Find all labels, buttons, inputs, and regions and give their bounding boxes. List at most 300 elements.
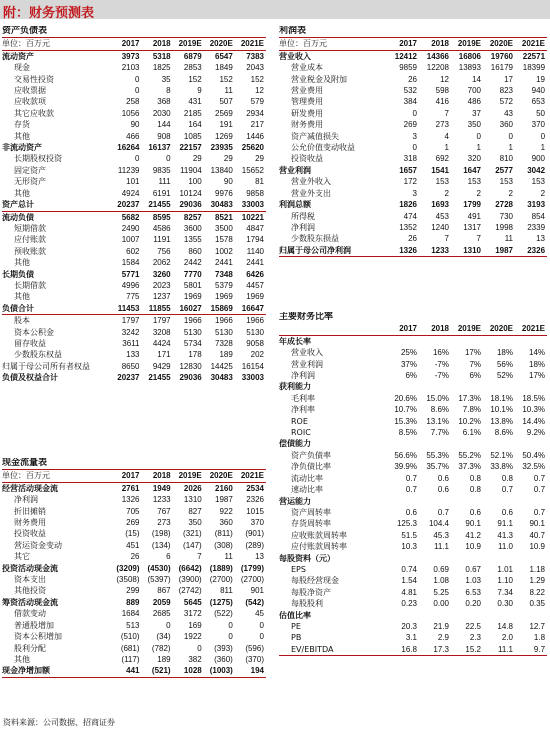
row-label: 资产总计 <box>2 199 110 211</box>
row-value: 90.1 <box>529 519 546 529</box>
year-header: 2018 <box>142 38 173 50</box>
table-row <box>2 372 266 383</box>
row-value: 1969 <box>215 292 233 302</box>
row-value: 20237 <box>110 199 141 211</box>
row-value: 1647 <box>463 165 481 175</box>
table-row <box>279 188 547 199</box>
row-value: 152 <box>219 74 233 84</box>
row-value: 1015 <box>246 506 264 516</box>
table-row <box>279 621 547 632</box>
year-header: 2019E <box>451 38 483 50</box>
table-row <box>279 564 547 575</box>
row-value: 19760 <box>490 51 513 61</box>
row-value: (901) <box>245 529 264 539</box>
table-row <box>2 574 266 585</box>
table-title: 资产负债表 <box>2 26 48 36</box>
table-row <box>2 74 266 85</box>
row-value: 2059 <box>152 597 171 607</box>
row-value: 0 <box>135 154 140 164</box>
row-value: 25% <box>400 348 417 358</box>
table-row <box>279 416 547 427</box>
row-label: ROIC <box>291 428 311 438</box>
row-value: 0.69 <box>433 564 449 574</box>
row-value: 0.6 <box>437 485 449 495</box>
row-value: 15.2 <box>451 644 483 656</box>
row-value: 0 <box>197 643 202 653</box>
table-row <box>279 165 547 176</box>
row-value: 0.6 <box>437 473 449 483</box>
row-value: 3 <box>412 188 417 198</box>
row-value: 14425 <box>210 361 233 371</box>
row-value: 1799 <box>463 200 481 210</box>
row-value: 1797 <box>152 316 171 326</box>
row-value: 1237 <box>152 292 171 302</box>
row-label: 股利分配 <box>14 643 46 653</box>
row-value: 532 <box>403 86 417 96</box>
table-row <box>2 269 266 280</box>
table-row <box>279 404 547 415</box>
row-label: 负债合计 <box>2 303 110 315</box>
row-label: 每股股利 <box>291 599 323 609</box>
row-value: 1 <box>508 143 513 153</box>
table-row <box>2 211 266 223</box>
row-value: 22.5 <box>465 621 481 631</box>
row-label: 资本支出 <box>14 575 46 585</box>
row-value: 0.30 <box>497 599 513 609</box>
row-value: (3900) <box>178 575 202 585</box>
table-row <box>279 153 547 164</box>
row-value: 0.7 <box>405 473 417 483</box>
row-value: 1949 <box>152 483 171 493</box>
row-value: 6547 <box>215 51 233 61</box>
table-title-row <box>279 26 547 38</box>
row-value: 0 <box>508 131 513 141</box>
row-value: 6% <box>405 371 417 381</box>
row-value: 0.67 <box>465 564 481 574</box>
row-value: 474 <box>403 211 417 221</box>
row-value: 2030 <box>152 108 171 118</box>
row-value: 2853 <box>183 63 202 73</box>
row-value: 8595 <box>152 212 171 222</box>
row-value: 6% <box>469 371 481 381</box>
table-row <box>2 620 266 631</box>
table-row <box>2 291 266 302</box>
row-value: (522) <box>214 609 233 619</box>
row-value: 3 <box>412 131 417 141</box>
table-row <box>279 96 547 107</box>
row-value: 29 <box>223 154 233 164</box>
table-header-row <box>279 323 547 335</box>
row-value: 4586 <box>152 223 171 233</box>
row-value: 12208 <box>426 63 449 73</box>
row-value: (2700) <box>209 575 233 585</box>
year-header: 2018 <box>142 470 173 482</box>
year-header: 2020E <box>204 38 235 50</box>
table-row <box>2 165 266 176</box>
row-label: 财务费用 <box>14 518 46 528</box>
row-value: 100 <box>188 177 202 187</box>
row-value: 0.35 <box>529 599 546 609</box>
row-label: 营业成本 <box>291 63 323 73</box>
row-value: 0.8 <box>469 485 481 495</box>
table-row <box>279 211 547 222</box>
row-value: 0.8 <box>469 473 481 483</box>
row-value: 18% <box>496 348 513 358</box>
row-value: 21455 <box>142 199 173 211</box>
row-value: 8 <box>166 86 171 96</box>
row-value: 56.6% <box>394 450 417 460</box>
row-value: 269 <box>403 120 417 130</box>
row-label: 股本 <box>14 316 30 326</box>
row-value: 16647 <box>235 303 266 315</box>
year-header: 2020E <box>204 470 235 482</box>
row-label: 偿债能力 <box>279 439 311 449</box>
row-value: -7% <box>434 359 449 369</box>
row-value: 416 <box>435 97 449 107</box>
row-value: 7.7% <box>430 428 449 438</box>
row-value: 2026 <box>183 483 202 493</box>
row-value: 189 <box>219 350 233 360</box>
row-value: 2685 <box>152 609 171 619</box>
row-label: 折旧摊销 <box>14 506 46 516</box>
row-value: 5130 <box>215 327 233 337</box>
row-value: 273 <box>435 120 449 130</box>
table-header-row <box>2 38 266 50</box>
row-value <box>387 335 419 347</box>
row-value <box>387 438 419 449</box>
row-label: 筹资活动现金流 <box>2 597 58 607</box>
row-value: 4.81 <box>401 587 417 597</box>
row-value: 15652 <box>241 165 264 175</box>
table-title-row <box>2 458 266 470</box>
table-row <box>279 222 547 233</box>
row-label: 应付账款 <box>14 235 46 245</box>
row-value: 16.8 <box>387 644 419 656</box>
row-value: 1446 <box>246 131 264 141</box>
row-value: 2569 <box>215 108 233 118</box>
row-value: 14 <box>472 74 481 84</box>
row-label: 少数股东权益 <box>14 350 62 360</box>
year-header: 2021E <box>235 38 266 50</box>
year-header: 2017 <box>387 323 419 335</box>
row-value: (1799) <box>240 563 264 573</box>
row-label: 现金净增加额 <box>2 665 110 677</box>
row-value: 1191 <box>153 235 171 245</box>
table-row <box>279 108 547 119</box>
row-label: 营业利润 <box>291 359 323 369</box>
row-value <box>419 496 451 507</box>
row-value: 18399 <box>522 63 546 73</box>
row-value: 153 <box>467 177 481 187</box>
table-title: 现金流量表 <box>2 458 48 468</box>
row-label: 借款变动 <box>14 609 46 619</box>
row-value: 10221 <box>241 212 264 222</box>
row-value: 12830 <box>179 361 202 371</box>
row-value: 3208 <box>152 327 171 337</box>
row-value: 169 <box>188 620 202 630</box>
row-value: 4924 <box>121 188 140 198</box>
row-label: 资产负债率 <box>291 450 331 460</box>
row-label: 现金 <box>14 63 30 73</box>
row-value: 2534 <box>246 483 264 493</box>
row-value: 1.54 <box>401 576 417 586</box>
table-row <box>2 643 266 654</box>
row-value: 2441 <box>215 258 233 268</box>
row-value: 16137 <box>148 143 171 153</box>
row-label: 管理费用 <box>291 97 323 107</box>
row-value: (811) <box>214 529 233 539</box>
table-row <box>2 654 266 665</box>
row-value: (134) <box>151 540 171 550</box>
table-row <box>279 610 547 621</box>
row-value: 889 <box>126 597 140 607</box>
row-value: 0.20 <box>465 599 481 609</box>
row-value: 3.1 <box>405 633 417 643</box>
row-value: 29036 <box>173 199 204 211</box>
row-value: 26 <box>130 552 140 562</box>
table-row <box>2 62 266 73</box>
row-value: 1028 <box>173 665 204 677</box>
row-value: 19 <box>536 74 546 84</box>
row-value: 18% <box>529 359 546 369</box>
row-value: 10.3 <box>401 542 417 552</box>
row-value: 5.25 <box>433 587 449 597</box>
table-title-row <box>2 26 266 38</box>
table-row <box>2 327 266 338</box>
row-value: 153 <box>499 177 513 187</box>
row-value: 0.00 <box>433 599 449 609</box>
row-value: 14.4% <box>522 416 546 426</box>
row-value: 0.7 <box>501 485 513 495</box>
row-label: ROE <box>291 416 308 426</box>
table-row <box>279 393 547 404</box>
row-value: 1693 <box>431 200 449 210</box>
row-value: (370) <box>245 654 264 664</box>
table-row <box>2 563 266 574</box>
row-value: 12412 <box>394 51 417 61</box>
page-title-banner <box>0 0 550 19</box>
row-label: 净利润 <box>291 222 315 232</box>
row-label: 估值比率 <box>279 610 311 620</box>
row-value: 5379 <box>215 280 233 290</box>
row-value: 775 <box>126 292 140 302</box>
row-value: 8.6% <box>494 428 513 438</box>
row-value: 258 <box>126 97 140 107</box>
row-value: 6.1% <box>462 428 481 438</box>
row-value: 0.23 <box>401 599 417 609</box>
row-value: 12 <box>255 86 264 96</box>
row-value: 6879 <box>183 51 202 61</box>
row-value: 10.3% <box>522 405 546 415</box>
row-value: 20.3 <box>401 621 417 631</box>
row-value: (510) <box>120 632 140 642</box>
row-value: (198) <box>151 529 171 539</box>
row-label: 资产周转率 <box>291 507 331 517</box>
table-row <box>2 119 266 130</box>
row-value: 33.8% <box>490 462 513 472</box>
row-value: 4457 <box>246 280 264 290</box>
balance-sheet-table <box>2 26 266 384</box>
row-value: 491 <box>467 211 481 221</box>
row-value: 1794 <box>246 235 264 245</box>
row-value: 10.7% <box>394 405 417 415</box>
row-value: 0 <box>166 620 171 630</box>
row-value: 22157 <box>179 143 202 153</box>
row-value <box>419 381 451 392</box>
row-value: 10.2% <box>458 416 481 426</box>
row-value: 0 <box>166 154 171 164</box>
row-label: 速动比率 <box>291 485 323 495</box>
row-label: 经营活动现金流 <box>2 483 58 493</box>
row-value: 1998 <box>495 222 513 232</box>
row-value: 318 <box>403 154 417 164</box>
table-row <box>279 119 547 130</box>
row-value: 90 <box>223 177 233 187</box>
row-value: 7 <box>476 234 481 244</box>
row-value <box>483 610 515 621</box>
row-label: 营业费用 <box>291 86 323 96</box>
row-value: 598 <box>435 86 449 96</box>
row-label: 归属于母公司净利润 <box>279 245 387 257</box>
table-row <box>2 631 266 642</box>
row-label: 营运资金变动 <box>14 540 62 550</box>
row-value: 9859 <box>399 63 417 73</box>
row-value: 1969 <box>246 292 264 302</box>
row-value: 18.5% <box>522 393 546 403</box>
row-value: 922 <box>219 506 233 516</box>
row-value <box>419 335 451 347</box>
row-value: 854 <box>531 211 546 221</box>
table-row <box>2 540 266 551</box>
row-value: 0.7 <box>533 473 546 483</box>
row-value: 2728 <box>495 200 513 210</box>
row-value: (6642) <box>178 563 202 573</box>
row-label: 长期股权投资 <box>14 154 62 164</box>
table-row <box>279 587 547 598</box>
row-label: 利润总额 <box>279 200 311 210</box>
row-value: 16027 <box>173 303 204 315</box>
row-value: 1317 <box>463 222 481 232</box>
row-label: 固定资产 <box>14 165 46 175</box>
row-value: 52% <box>496 371 513 381</box>
row-value: 602 <box>126 246 140 256</box>
row-value: (1275) <box>209 597 233 607</box>
row-value <box>387 381 419 392</box>
unit-label: 单位：百万元 <box>2 38 110 50</box>
row-value: (289) <box>245 540 264 550</box>
row-value: 6.53 <box>465 587 481 597</box>
table-title: 主要财务比率 <box>279 312 334 322</box>
row-value <box>483 438 515 449</box>
row-value: 2043 <box>246 63 264 73</box>
row-value: 33003 <box>241 373 264 383</box>
row-label: 投资收益 <box>291 154 323 164</box>
row-value: 11904 <box>180 165 202 175</box>
table-row <box>279 74 547 85</box>
row-value: 1987 <box>215 495 233 505</box>
row-value: (15) <box>125 529 140 539</box>
row-value: 4424 <box>152 338 171 348</box>
row-value: 7328 <box>215 338 233 348</box>
row-value: 8650 <box>121 361 140 371</box>
row-label: 公允价值变动收益 <box>291 143 355 153</box>
row-label: 存货周转率 <box>291 519 331 529</box>
row-value: 827 <box>188 506 202 516</box>
table-row <box>279 575 547 586</box>
row-label: 营运能力 <box>279 496 311 506</box>
row-value: 17.3 <box>419 644 451 656</box>
row-value: 940 <box>531 86 546 96</box>
row-value: (596) <box>245 643 264 653</box>
year-header: 2017 <box>387 38 419 50</box>
row-value: 1657 <box>399 165 417 175</box>
row-value: 692 <box>435 154 449 164</box>
table-row <box>279 176 547 187</box>
row-value: 5318 <box>152 51 171 61</box>
row-label: 其他投资 <box>14 586 46 596</box>
table-row <box>2 50 266 62</box>
row-value <box>419 438 451 449</box>
table-row <box>279 335 547 347</box>
row-value: 13.1% <box>426 416 449 426</box>
row-label: 留存收益 <box>14 338 46 348</box>
row-value: 901 <box>250 586 264 596</box>
table-row <box>279 131 547 142</box>
row-value: 2442 <box>183 258 202 268</box>
table-row <box>2 234 266 245</box>
row-value: 7 <box>444 108 449 118</box>
row-label: 其它 <box>14 552 30 562</box>
row-value: 32.5% <box>522 462 546 472</box>
row-value: 0.6 <box>405 507 417 517</box>
row-label: 非流动资产 <box>2 143 42 153</box>
row-value: 1326 <box>121 495 140 505</box>
year-header: 2017 <box>110 470 141 482</box>
row-value: 1987 <box>483 245 515 257</box>
row-value: 4996 <box>121 280 140 290</box>
row-label: 其他 <box>14 258 30 268</box>
row-value: 0 <box>135 74 140 84</box>
row-value: 1352 <box>399 222 417 232</box>
row-value: 1849 <box>215 63 233 73</box>
row-value: 0 <box>259 632 264 642</box>
row-value: 11 <box>224 552 233 562</box>
row-value: 178 <box>188 350 202 360</box>
row-value <box>419 553 451 564</box>
row-value: 2 <box>508 188 513 198</box>
row-value <box>451 381 483 392</box>
row-value <box>483 335 515 347</box>
row-value: 1966 <box>246 316 264 326</box>
row-value <box>515 610 547 621</box>
row-value: 900 <box>531 154 546 164</box>
row-value: 370 <box>531 120 546 130</box>
row-value <box>387 610 419 621</box>
row-label: 资本公积金 <box>14 327 54 337</box>
row-value: 1233 <box>419 245 451 257</box>
table-header-row <box>279 38 547 50</box>
row-value: 579 <box>250 97 264 107</box>
row-label: 应收款项 <box>14 97 46 107</box>
row-label: 营业外支出 <box>291 188 331 198</box>
row-value: 1584 <box>121 258 140 268</box>
table-row <box>279 530 547 541</box>
row-value: (34) <box>156 632 171 642</box>
row-value: 0.7 <box>533 507 546 517</box>
row-value: 299 <box>126 586 140 596</box>
row-value: 14.8 <box>497 621 513 631</box>
row-value: 13893 <box>458 63 481 73</box>
